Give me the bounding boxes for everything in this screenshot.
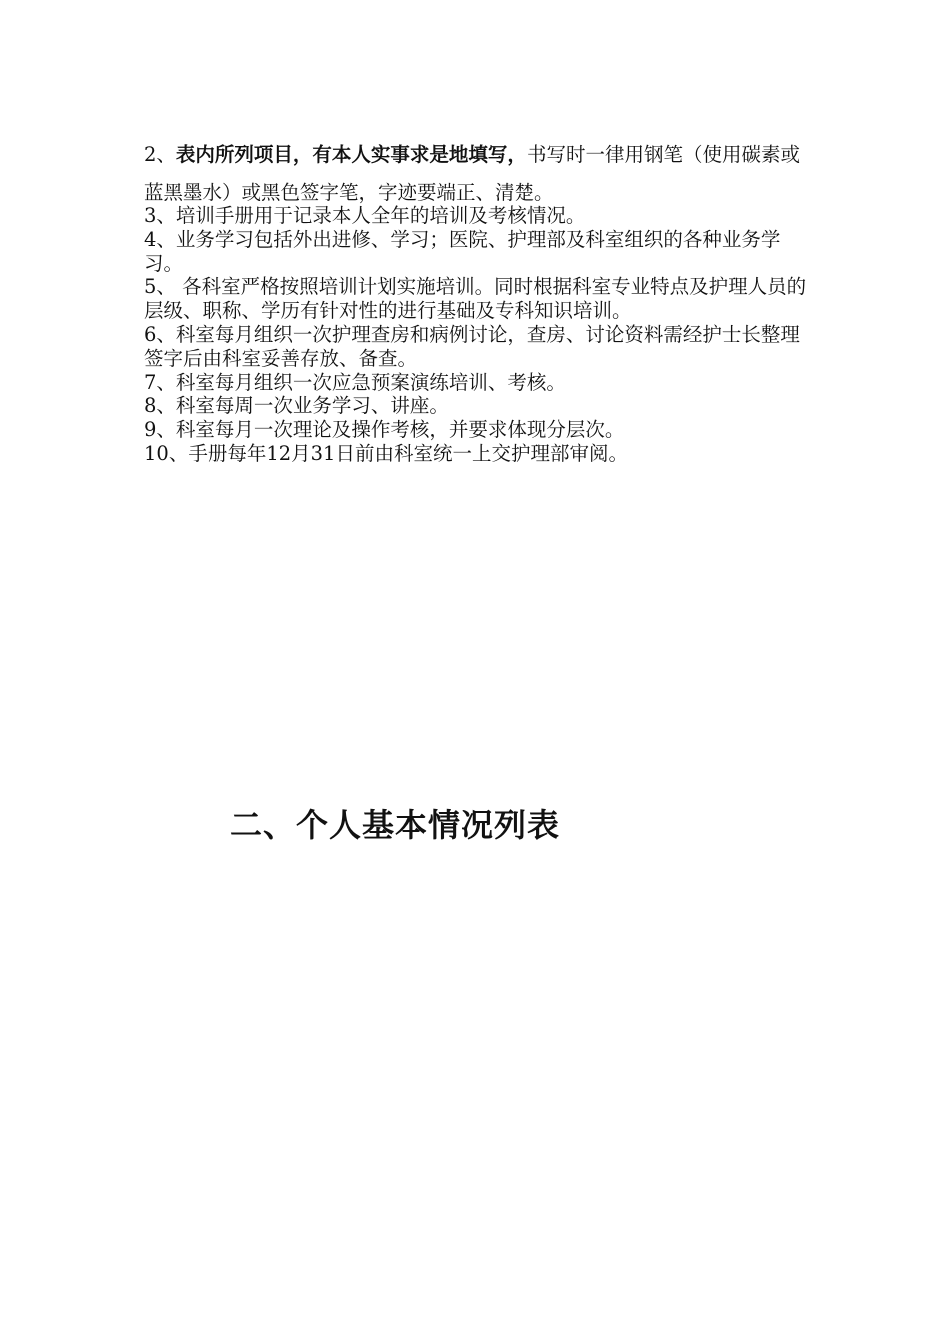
instruction-item-6: 6、科室每月组织一次护理查房和病例讨论，查房、讨论资料需经护士长整理签字后由科室妥善存放、备查。 xyxy=(144,322,800,370)
instruction-item-4: 4、业务学习包括外出进修、学习；医院、护理部及科室组织的各种业务学习。 xyxy=(144,227,781,275)
instruction-item-2-rest: 书写时一律用钢笔（使用碳素或蓝黑墨水）或黑色签字笔，字迹要端正、清楚。 xyxy=(144,143,800,204)
instructions-list xyxy=(144,136,810,466)
instruction-item-8: 8、科室每周一次业务学习、讲座。 xyxy=(144,394,449,418)
instruction-item-10: 10、手册每年12月31日前由科室统一上交护理部审阅。 xyxy=(144,441,628,465)
instruction-item-2-prefix: 2、 xyxy=(144,143,176,166)
instruction-item-3: 3、培训手册用于记录本人全年的培训及考核情况。 xyxy=(144,204,586,227)
instruction-item-5: 5、 各科室严格按照培训计划实施培训。同时根据科室专业特点及护理人员的层级、职称、学历有针对性的进行基础及专科知识培训。 xyxy=(144,275,807,323)
instruction-item-2 xyxy=(144,136,810,212)
instruction-item-9: 9、科室每月一次理论及操作考核，并要求体现分层次。 xyxy=(144,418,625,442)
instruction-item-2-bold: 表内所列项目，有本人实事求是地填写， xyxy=(175,143,527,166)
section-title: 二、个人基本情况列表 xyxy=(230,806,561,844)
instruction-item-7: 7、科室每月组织一次应急预案演练培训、考核。 xyxy=(144,370,566,394)
